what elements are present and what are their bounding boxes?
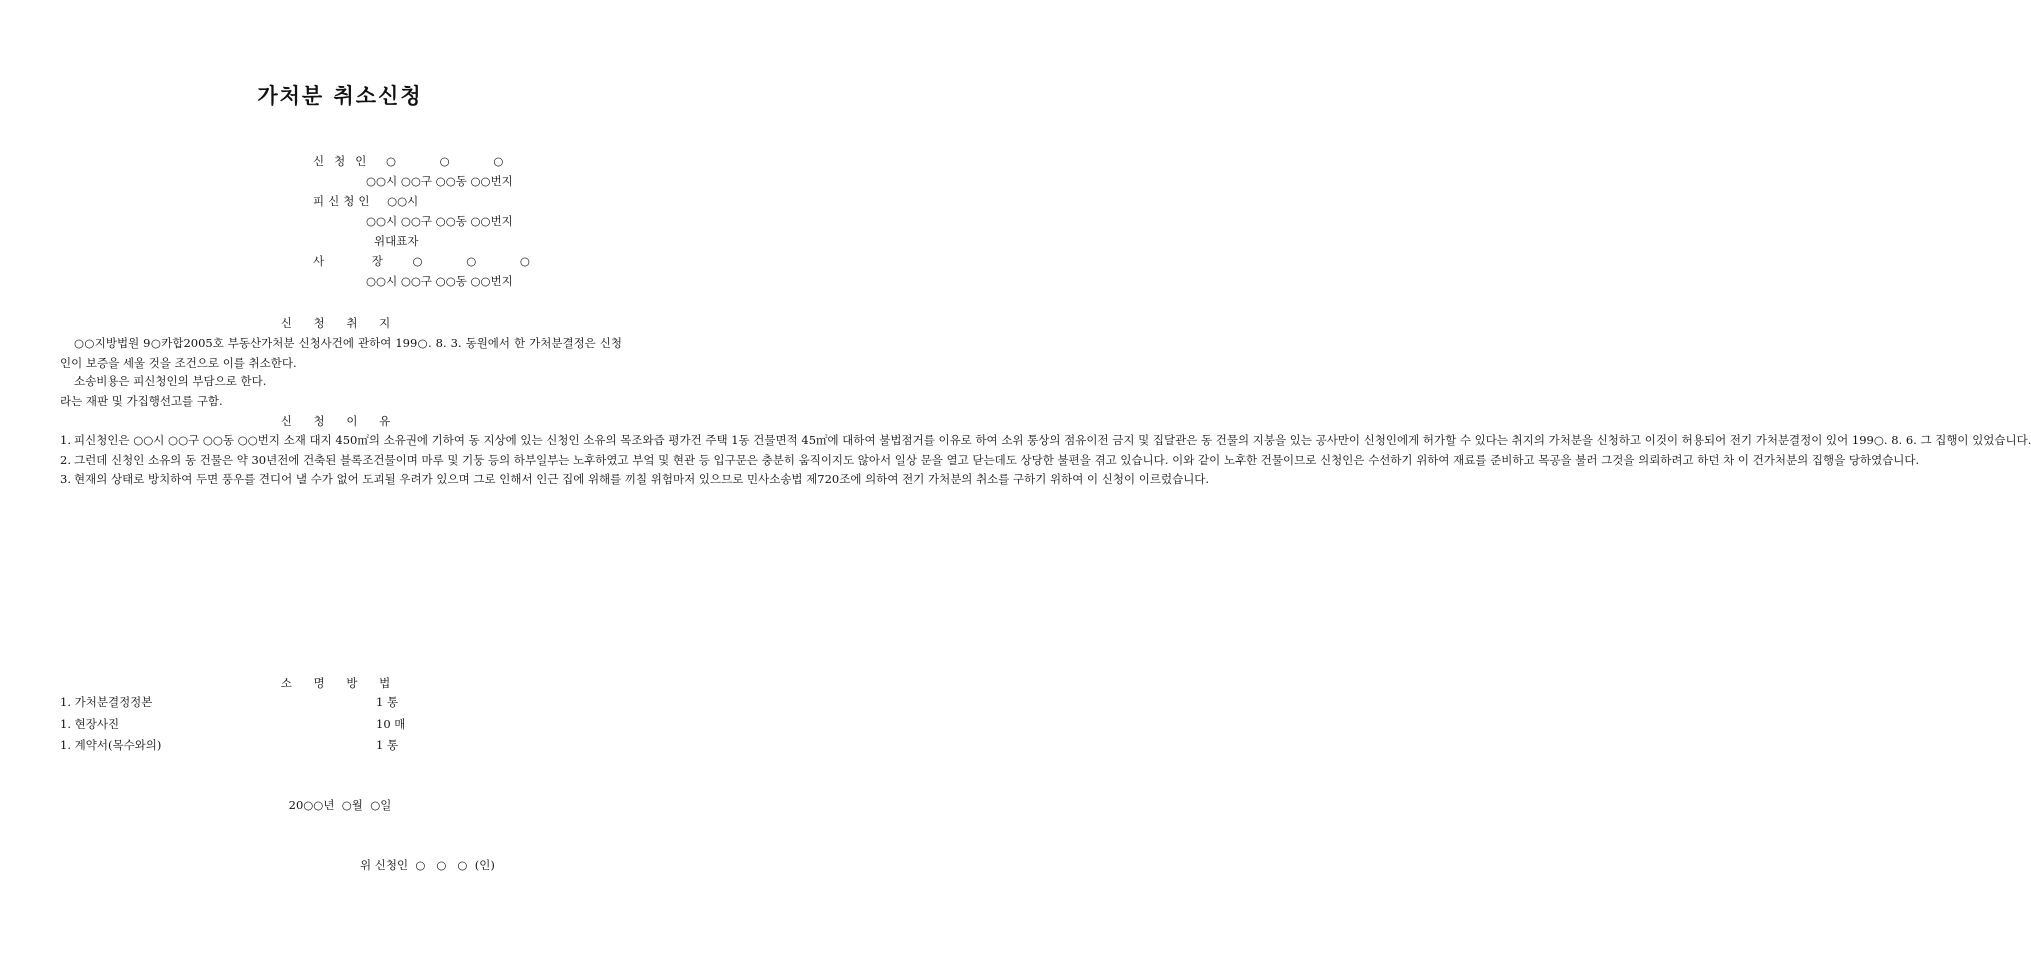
evidence-quantity: 1 통 [376,695,399,709]
applicant-row [313,153,523,169]
signature-line: 위 신청인 ○ ○ ○ (인) [360,858,495,872]
applicant-name: ○ ○ ○ [385,154,524,168]
officer-name: ○ ○ ○ [412,254,550,268]
officer-address: ○○시 ○○구 ○○동 ○○번지 [366,274,513,288]
reason-number: 3. [60,472,71,487]
respondent-address: ○○시 ○○구 ○○동 ○○번지 [366,214,513,228]
reason-number: 1. [60,433,71,447]
evidence-item [60,694,420,714]
evidence-quantity: 1 통 [376,738,399,752]
purpose-heading: 신 청 취 지 [280,316,400,330]
document-title: 가처분 취소신청 [257,83,423,108]
evidence-heading: 소 명 방 법 [280,676,400,690]
respondent-name: ○○시 [387,194,419,208]
reasons-heading: 신 청 이 유 [280,414,400,428]
purpose-text: ○○지방법원 9○카합2005호 부동산가처분 신청사건에 관하여 199○. 8. 3. 동원에서 한 가처분결정은 신청인이 보증을 세울 것을 조건으로 이를 취소한다. [60,336,622,370]
evidence-item [60,716,420,736]
applicant-address: ○○시 ○○구 ○○동 ○○번지 [366,174,513,188]
respondent-representative: 위대표자 [374,234,419,248]
purpose-request: 라는 재판 및 가집행선고를 구함. [60,394,223,408]
evidence-name: 계약서(목수와의) [74,738,162,752]
purpose-costs: 소송비용은 피신청인의 부담으로 한다. [74,374,267,388]
officer-row [313,253,550,269]
evidence-number: 1. [60,695,71,709]
evidence-quantity: 10 매 [376,717,406,731]
reason-text: 현재의 상태로 방치하여 두면 풍우를 견디어 낼 수가 없어 도괴될 우려가 있으며 그로 인해서 인근 집에 위해를 끼칠 위험마저 있으므로 민사소송법 제720조에 의하여 전기 가처분의 취소를 구하기 위하여 이 신청이 이르렀습니다. [74,472,1210,487]
evidence-number: 1. [60,717,71,731]
reason-number: 2. [60,452,71,467]
reason-item [60,431,2031,451]
respondent-label: 피신청인 [313,194,374,208]
reason-item [60,451,1920,471]
evidence-item [60,737,420,757]
reason-text: 그런데 신청인 소유의 동 건물은 약 30년전에 건축된 블록조건물이며 마루 및 기둥 등의 하부일부는 노후하였고 부엌 및 현관 등 입구문은 충분히 움직이지도 않아서 일상 문을 열고 닫는데도 상당한 불편을 겪고 있습니다. 이와 같이 노후한 건물이므로 신청인은 수선하기 위하여 재료를 준비하고 목공을 불러 그것을 의뢰하려고 하던 차 이 건가처분의 집행을 당하였습니다. [74,452,1920,467]
reason-text: 피신청인은 ○○시 ○○구 ○○동 ○○번지 소재 대지 450㎡의 소유권에 기하여 동 지상에 있는 신청인 소유의 목조와즙 평가건 주택 1동 건물면적 45㎡에 대하여 불법점거를 이유로 하여 소위 통상의 점유이전 금지 및 집달관은 동 건물의 지붕을 있는 공사만이 신청인에게 허가할 수 있다는 취지의 가처분을 신청하고 이것이 허용되어 전기 가처분결정이 있어 199○. 8. 6. 그 집행이 있었습니다. [74,433,2031,447]
evidence-number: 1. [60,738,71,752]
reason-item [60,470,1210,490]
evidence-name: 가처분결정정본 [74,695,153,709]
evidence-name: 현장사진 [74,717,120,731]
reasons-list [60,431,2031,490]
respondent-row [313,193,418,209]
applicant-label: 신청인 [313,154,377,168]
officer-label: 사 장 [313,254,405,268]
document-date: 20○○년 ○월 ○일 [288,798,392,812]
